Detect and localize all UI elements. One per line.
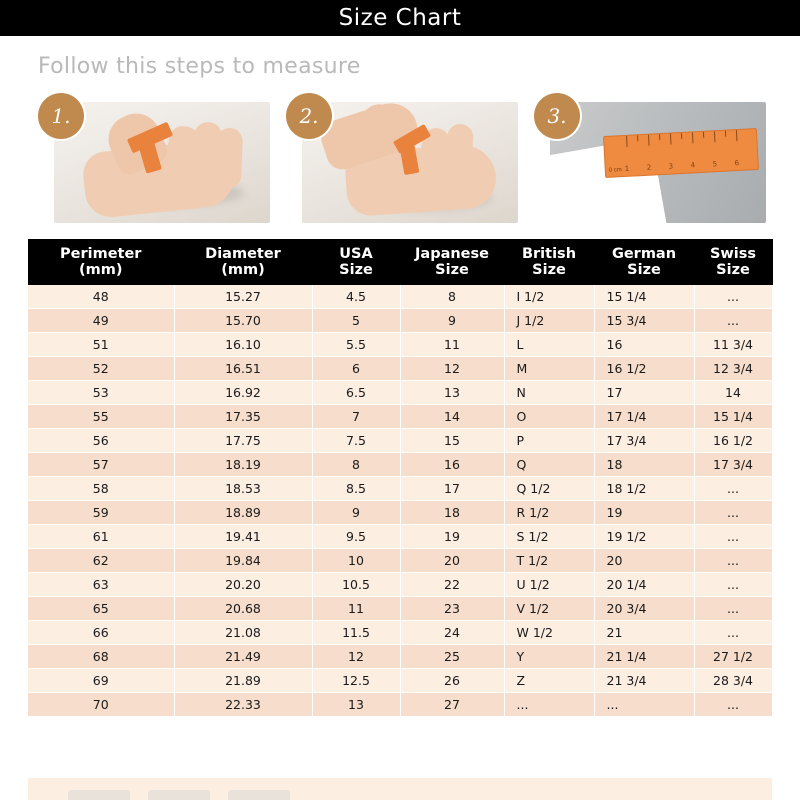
cell-british: U 1/2 bbox=[504, 573, 594, 597]
cell-swiss: 15 1/4 bbox=[694, 405, 772, 429]
table-row bbox=[28, 453, 772, 477]
step-2-photo bbox=[302, 102, 518, 223]
cell-german: 20 3/4 bbox=[594, 597, 694, 621]
cell-perimeter: 59 bbox=[28, 501, 174, 525]
cell-german: 21 3/4 bbox=[594, 669, 694, 693]
cell-swiss: 17 3/4 bbox=[694, 453, 772, 477]
cell-british: N bbox=[504, 381, 594, 405]
col-header-british: British Size bbox=[504, 239, 594, 285]
cell-diameter: 19.41 bbox=[174, 525, 312, 549]
cell-diameter: 22.33 bbox=[174, 693, 312, 717]
cell-perimeter: 62 bbox=[28, 549, 174, 573]
cell-perimeter: 70 bbox=[28, 693, 174, 717]
cell-german: 17 bbox=[594, 381, 694, 405]
cell-perimeter: 69 bbox=[28, 669, 174, 693]
cell-swiss: ... bbox=[694, 309, 772, 333]
cell-japanese: 27 bbox=[400, 693, 504, 717]
cell-usa: 9.5 bbox=[312, 525, 400, 549]
cell-swiss: 14 bbox=[694, 381, 772, 405]
steps-row bbox=[38, 93, 768, 223]
col-header-japanese: Japanese Size bbox=[400, 239, 504, 285]
cell-diameter: 16.92 bbox=[174, 381, 312, 405]
cell-usa: 5.5 bbox=[312, 333, 400, 357]
ruler-graphic bbox=[603, 128, 759, 178]
cell-japanese: 8 bbox=[400, 285, 504, 309]
cell-usa: 4.5 bbox=[312, 285, 400, 309]
cell-british: I 1/2 bbox=[504, 285, 594, 309]
table-row bbox=[28, 645, 772, 669]
cell-british: J 1/2 bbox=[504, 309, 594, 333]
cell-british: Q bbox=[504, 453, 594, 477]
cell-swiss: ... bbox=[694, 573, 772, 597]
cell-diameter: 18.19 bbox=[174, 453, 312, 477]
cell-usa: 5 bbox=[312, 309, 400, 333]
cell-japanese: 24 bbox=[400, 621, 504, 645]
cell-swiss: 16 1/2 bbox=[694, 429, 772, 453]
ruler-num-1: 1 bbox=[624, 164, 630, 173]
cell-japanese: 23 bbox=[400, 597, 504, 621]
ruler-num-2: 2 bbox=[646, 163, 652, 172]
cell-german: ... bbox=[594, 693, 694, 717]
step-3 bbox=[534, 93, 766, 223]
cell-japanese: 13 bbox=[400, 381, 504, 405]
cell-japanese: 11 bbox=[400, 333, 504, 357]
cell-german: 18 bbox=[594, 453, 694, 477]
cell-german: 21 bbox=[594, 621, 694, 645]
cell-swiss: ... bbox=[694, 501, 772, 525]
cell-usa: 6.5 bbox=[312, 381, 400, 405]
table-row bbox=[28, 405, 772, 429]
ruler-num-5: 5 bbox=[712, 160, 718, 169]
table-row bbox=[28, 477, 772, 501]
cell-diameter: 16.10 bbox=[174, 333, 312, 357]
cell-japanese: 15 bbox=[400, 429, 504, 453]
cell-usa: 8 bbox=[312, 453, 400, 477]
cell-diameter: 15.70 bbox=[174, 309, 312, 333]
cell-japanese: 18 bbox=[400, 501, 504, 525]
cell-japanese: 26 bbox=[400, 669, 504, 693]
col-header-diameter: Diameter (mm) bbox=[174, 239, 312, 285]
page-title: Size Chart bbox=[338, 5, 462, 31]
table-row bbox=[28, 693, 772, 717]
cell-diameter: 19.84 bbox=[174, 549, 312, 573]
cell-swiss: 11 3/4 bbox=[694, 333, 772, 357]
cell-swiss: ... bbox=[694, 693, 772, 717]
cell-japanese: 12 bbox=[400, 357, 504, 381]
step-2 bbox=[286, 93, 518, 223]
col-header-perimeter: Perimeter (mm) bbox=[28, 239, 174, 285]
cell-swiss: 27 1/2 bbox=[694, 645, 772, 669]
cell-british: L bbox=[504, 333, 594, 357]
cell-usa: 9 bbox=[312, 501, 400, 525]
cell-swiss: ... bbox=[694, 477, 772, 501]
cell-british: T 1/2 bbox=[504, 549, 594, 573]
cell-german: 20 1/4 bbox=[594, 573, 694, 597]
table-row bbox=[28, 501, 772, 525]
table-row bbox=[28, 381, 772, 405]
size-table bbox=[28, 239, 773, 717]
cell-german: 19 bbox=[594, 501, 694, 525]
cell-german: 21 1/4 bbox=[594, 645, 694, 669]
table-row bbox=[28, 597, 772, 621]
step-1-badge: 1. bbox=[38, 93, 84, 139]
cell-diameter: 20.68 bbox=[174, 597, 312, 621]
cell-swiss: 28 3/4 bbox=[694, 669, 772, 693]
cell-perimeter: 52 bbox=[28, 357, 174, 381]
instructions-subtitle: Follow this steps to measure bbox=[38, 54, 361, 79]
table-row bbox=[28, 549, 772, 573]
ruler-unit-label: 0 cm bbox=[608, 167, 622, 174]
cell-british: R 1/2 bbox=[504, 501, 594, 525]
cell-british: Z bbox=[504, 669, 594, 693]
cell-perimeter: 48 bbox=[28, 285, 174, 309]
cell-british: P bbox=[504, 429, 594, 453]
cell-diameter: 20.20 bbox=[174, 573, 312, 597]
page-title-bar bbox=[0, 0, 800, 36]
cell-swiss: ... bbox=[694, 525, 772, 549]
cell-usa: 6 bbox=[312, 357, 400, 381]
ruler-num-3: 3 bbox=[668, 162, 674, 171]
table-row bbox=[28, 309, 772, 333]
table-header-row bbox=[28, 239, 772, 285]
cell-diameter: 15.27 bbox=[174, 285, 312, 309]
cell-german: 16 1/2 bbox=[594, 357, 694, 381]
cell-usa: 12.5 bbox=[312, 669, 400, 693]
cell-perimeter: 58 bbox=[28, 477, 174, 501]
cell-japanese: 17 bbox=[400, 477, 504, 501]
ruler-num-6: 6 bbox=[734, 158, 740, 168]
cell-diameter: 18.53 bbox=[174, 477, 312, 501]
cell-usa: 10.5 bbox=[312, 573, 400, 597]
cell-perimeter: 55 bbox=[28, 405, 174, 429]
cell-british: Q 1/2 bbox=[504, 477, 594, 501]
cell-usa: 12 bbox=[312, 645, 400, 669]
table-row bbox=[28, 285, 772, 309]
cell-japanese: 20 bbox=[400, 549, 504, 573]
cell-swiss: ... bbox=[694, 621, 772, 645]
cell-japanese: 16 bbox=[400, 453, 504, 477]
cell-german: 16 bbox=[594, 333, 694, 357]
cell-german: 15 1/4 bbox=[594, 285, 694, 309]
cell-british: O bbox=[504, 405, 594, 429]
table-row bbox=[28, 621, 772, 645]
cell-swiss: ... bbox=[694, 597, 772, 621]
step-1 bbox=[38, 93, 270, 223]
cell-usa: 11.5 bbox=[312, 621, 400, 645]
cell-british: M bbox=[504, 357, 594, 381]
table-row bbox=[28, 573, 772, 597]
cell-german: 17 1/4 bbox=[594, 405, 694, 429]
cell-usa: 7.5 bbox=[312, 429, 400, 453]
table-row bbox=[28, 429, 772, 453]
cell-perimeter: 49 bbox=[28, 309, 174, 333]
step-3-badge: 3. bbox=[534, 93, 580, 139]
step-1-photo bbox=[54, 102, 270, 223]
cell-japanese: 14 bbox=[400, 405, 504, 429]
cell-british: W 1/2 bbox=[504, 621, 594, 645]
cell-japanese: 22 bbox=[400, 573, 504, 597]
page-bottom-cutoff bbox=[28, 778, 772, 800]
cell-diameter: 18.89 bbox=[174, 501, 312, 525]
table-row bbox=[28, 525, 772, 549]
step-3-photo bbox=[550, 102, 766, 223]
cell-british: Y bbox=[504, 645, 594, 669]
cell-diameter: 21.08 bbox=[174, 621, 312, 645]
cell-japanese: 25 bbox=[400, 645, 504, 669]
cell-perimeter: 65 bbox=[28, 597, 174, 621]
cell-german: 20 bbox=[594, 549, 694, 573]
cell-german: 18 1/2 bbox=[594, 477, 694, 501]
cell-usa: 11 bbox=[312, 597, 400, 621]
table-row bbox=[28, 357, 772, 381]
cell-perimeter: 68 bbox=[28, 645, 174, 669]
cell-swiss: ... bbox=[694, 285, 772, 309]
cell-perimeter: 51 bbox=[28, 333, 174, 357]
cell-japanese: 9 bbox=[400, 309, 504, 333]
ruler-num-4: 4 bbox=[690, 161, 696, 170]
cell-diameter: 21.49 bbox=[174, 645, 312, 669]
col-header-usa: USA Size bbox=[312, 239, 400, 285]
col-header-swiss: Swiss Size bbox=[694, 239, 772, 285]
size-table-head bbox=[28, 239, 772, 285]
cell-german: 17 3/4 bbox=[594, 429, 694, 453]
cell-perimeter: 63 bbox=[28, 573, 174, 597]
cell-perimeter: 53 bbox=[28, 381, 174, 405]
size-table-wrap bbox=[28, 239, 772, 717]
cell-perimeter: 57 bbox=[28, 453, 174, 477]
size-table-body bbox=[28, 285, 772, 717]
cell-swiss: 12 3/4 bbox=[694, 357, 772, 381]
col-header-german: German Size bbox=[594, 239, 694, 285]
cell-german: 19 1/2 bbox=[594, 525, 694, 549]
cell-usa: 10 bbox=[312, 549, 400, 573]
cell-diameter: 17.75 bbox=[174, 429, 312, 453]
cell-diameter: 17.35 bbox=[174, 405, 312, 429]
cell-usa: 8.5 bbox=[312, 477, 400, 501]
step-2-badge: 2. bbox=[286, 93, 332, 139]
cell-diameter: 16.51 bbox=[174, 357, 312, 381]
cell-british: S 1/2 bbox=[504, 525, 594, 549]
cell-swiss: ... bbox=[694, 549, 772, 573]
cell-british: ... bbox=[504, 693, 594, 717]
cell-diameter: 21.89 bbox=[174, 669, 312, 693]
cell-british: V 1/2 bbox=[504, 597, 594, 621]
cell-german: 15 3/4 bbox=[594, 309, 694, 333]
cell-perimeter: 61 bbox=[28, 525, 174, 549]
cell-usa: 7 bbox=[312, 405, 400, 429]
cell-perimeter: 56 bbox=[28, 429, 174, 453]
table-row bbox=[28, 333, 772, 357]
table-row bbox=[28, 669, 772, 693]
cell-perimeter: 66 bbox=[28, 621, 174, 645]
cell-japanese: 19 bbox=[400, 525, 504, 549]
cell-usa: 13 bbox=[312, 693, 400, 717]
